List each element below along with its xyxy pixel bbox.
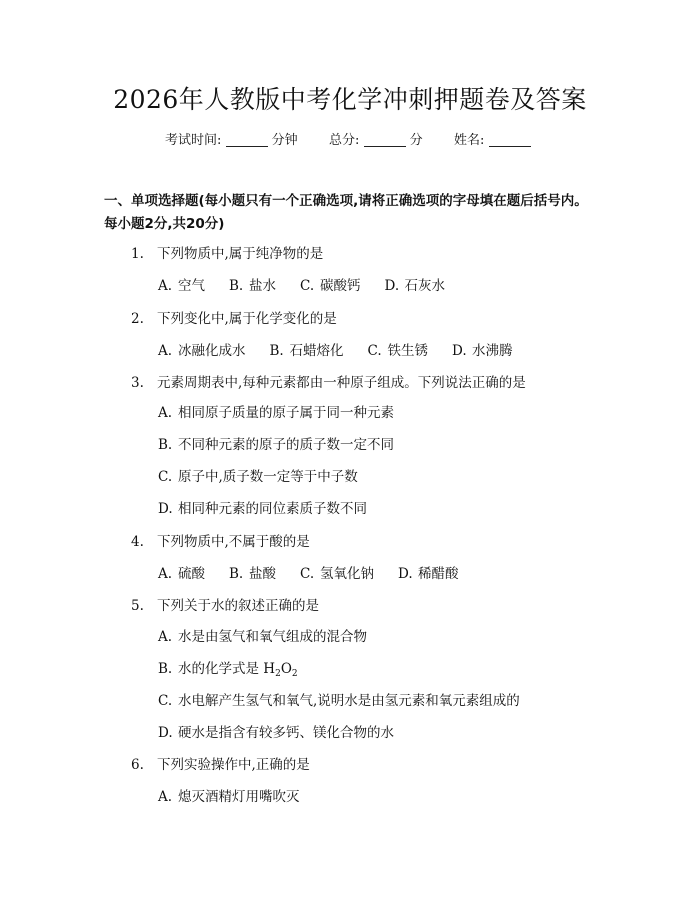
option-row <box>158 468 358 486</box>
option-text: 氢氧化钠 <box>320 566 374 582</box>
option-label: D. <box>398 566 413 582</box>
question-text: 下列变化中,属于化学变化的是 <box>157 311 337 327</box>
option-row <box>158 342 513 360</box>
option-text: 碳酸钙 <box>320 278 361 294</box>
option-label: A. <box>158 789 173 805</box>
question-text: 下列物质中,不属于酸的是 <box>157 534 310 550</box>
option-label: B. <box>158 437 173 453</box>
student-name-blank <box>489 132 531 147</box>
option-row <box>158 628 367 646</box>
page-title: 2026年人教版中考化学冲刺押题卷及答案 <box>113 85 587 114</box>
option-row <box>158 404 394 422</box>
option-text: 原子中,质子数一定等于中子数 <box>178 469 358 485</box>
question-text: 下列实验操作中,正确的是 <box>157 757 310 773</box>
total-score-blank <box>364 132 406 147</box>
question-number: 2. <box>131 311 144 327</box>
option-row <box>158 277 445 295</box>
option-row <box>158 565 459 583</box>
question-stem <box>131 533 310 551</box>
option-label: C. <box>158 693 173 709</box>
option-text: 盐水 <box>249 278 276 294</box>
question-number: 5. <box>131 598 144 614</box>
option-row <box>158 436 394 454</box>
option-text: 硫酸 <box>178 566 205 582</box>
option-text: 相同种元素的同位素质子数不同 <box>178 501 367 517</box>
option-text: 相同原子质量的原子属于同一种元素 <box>178 405 394 421</box>
question-stem <box>131 597 319 615</box>
student-name-field <box>454 132 531 150</box>
question-text: 元素周期表中,每种元素都由一种原子组成。下列说法正确的是 <box>157 375 526 391</box>
exam-time-field <box>165 132 298 150</box>
option-label: C. <box>367 343 382 359</box>
question-text: 下列关于水的叙述正确的是 <box>157 598 319 614</box>
option-text: 水沸腾 <box>472 343 513 359</box>
option-row <box>158 500 367 518</box>
subscript: 2 <box>291 669 298 679</box>
option-label: D. <box>158 725 173 741</box>
question-number: 3. <box>131 375 144 391</box>
option-label: A. <box>158 405 173 421</box>
total-score-label: 总分: <box>329 133 360 148</box>
question-number: 6. <box>131 757 144 773</box>
option-text: 冰融化成水 <box>178 343 246 359</box>
option-label: C. <box>300 566 315 582</box>
question-stem <box>131 310 337 328</box>
option-label: B. <box>269 343 284 359</box>
question-text: 下列物质中,属于纯净物的是 <box>157 246 324 262</box>
option-text: 空气 <box>178 278 205 294</box>
option-text: 石灰水 <box>404 278 445 294</box>
question-stem <box>131 374 526 392</box>
option-text: 熄灭酒精灯用嘴吹灭 <box>178 789 300 805</box>
option-label: B. <box>229 566 244 582</box>
student-name-label: 姓名: <box>454 133 485 148</box>
option-label: A. <box>158 629 173 645</box>
option-row <box>158 788 300 806</box>
question-number: 1. <box>131 246 144 262</box>
option-label: A. <box>158 278 173 294</box>
total-score-unit: 分 <box>409 133 423 148</box>
option-row <box>158 724 394 742</box>
question-number: 4. <box>131 534 144 550</box>
exam-time-unit: 分钟 <box>271 133 298 148</box>
option-text: 水是由氢气和氧气组成的混合物 <box>178 629 367 645</box>
option-text: 盐酸 <box>249 566 276 582</box>
option-text-formula: 水的化学式是 $H_2O_2$ <box>178 661 298 679</box>
option-row <box>158 660 298 678</box>
option-label: A. <box>158 566 173 582</box>
option-label: B. <box>158 661 173 677</box>
option-label: D. <box>384 278 400 294</box>
option-label: A. <box>158 343 173 359</box>
subscript: 2 <box>275 669 281 679</box>
option-label: C. <box>300 278 315 294</box>
option-text: 水电解产生氢气和氧气,说明水是由氢元素和氧元素组成的 <box>178 693 520 709</box>
option-row <box>158 692 520 710</box>
option-label: D. <box>452 343 467 359</box>
option-label: C. <box>158 469 173 485</box>
option-text: 稀醋酸 <box>418 566 459 582</box>
question-stem <box>131 756 310 774</box>
option-label: B. <box>229 278 244 294</box>
total-score-field <box>329 132 423 150</box>
option-text: 铁生锈 <box>387 343 428 359</box>
exam-time-blank <box>226 132 268 147</box>
exam-time-label: 考试时间: <box>165 133 222 148</box>
section-heading-single-choice: 一、单项选择题(每小题只有一个正确选项,请将正确选项的字母填在题后括号内。每小题2分,共20分) <box>104 193 588 232</box>
option-text: 硬水是指含有较多钙、镁化合物的水 <box>178 725 394 741</box>
option-text: 石蜡熔化 <box>289 343 344 359</box>
option-text: 不同种元素的原子的质子数一定不同 <box>178 437 394 453</box>
question-stem <box>131 245 323 263</box>
option-label: D. <box>158 501 173 517</box>
